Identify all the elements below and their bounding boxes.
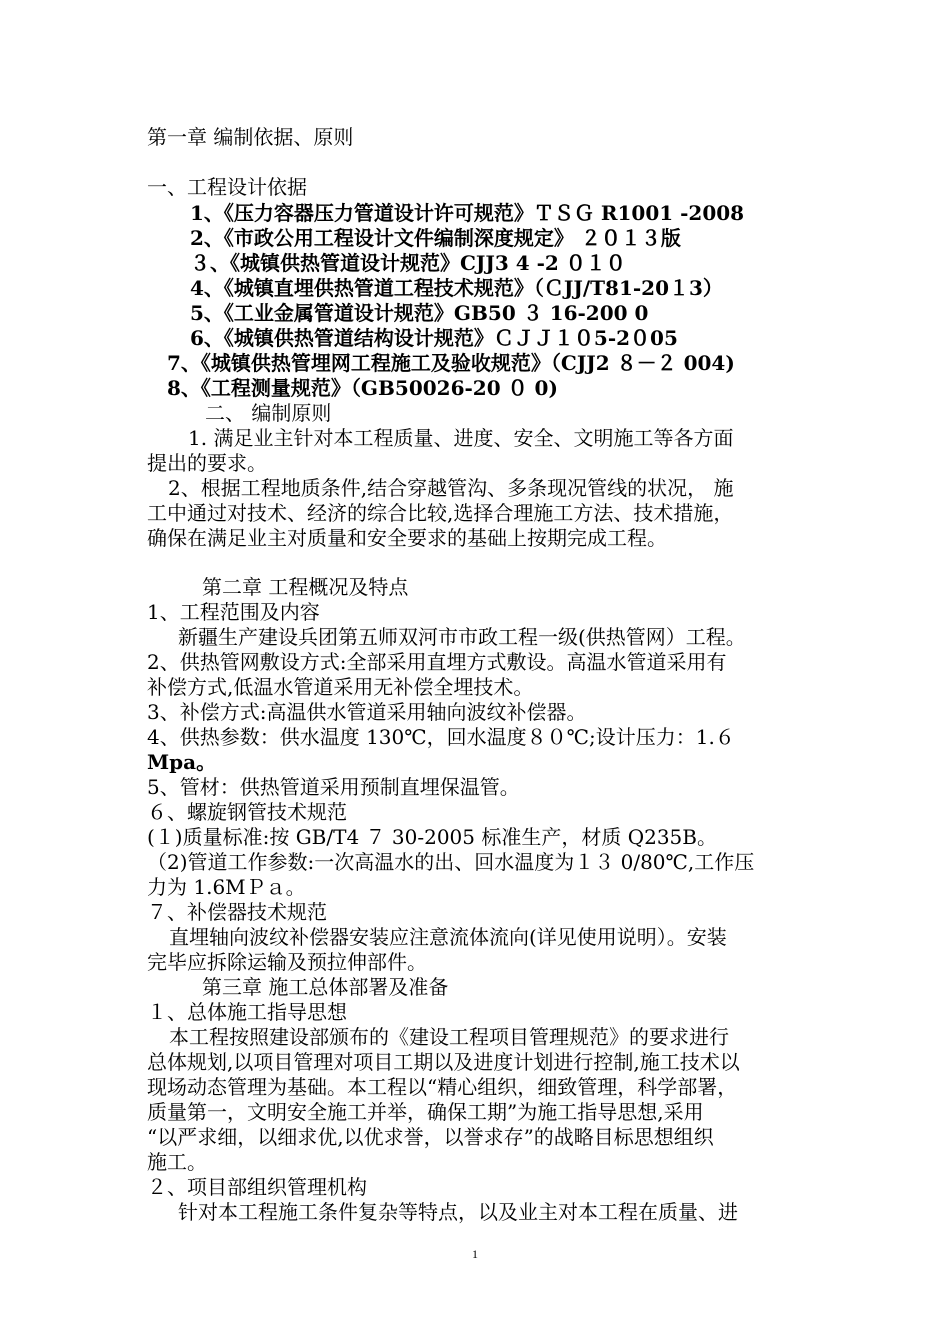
- overview-line: 1、工程范围及内容: [147, 600, 320, 624]
- section1-heading: 一、工程设计依据: [147, 175, 307, 199]
- deployment-line: １、总体施工指导思想: [147, 1000, 347, 1024]
- reference-item: 5、《工业金属管道设计规范》GB50 ３ 16-200 0: [190, 301, 649, 325]
- overview-line: 2、供热管网敷设方式:全部采用直埋方式敷设。高温水管道采用有: [147, 650, 727, 674]
- overview-line: 力为 1.6MＰａ。: [147, 875, 306, 899]
- principle-line: 提出的要求。: [147, 451, 267, 475]
- deployment-line: 质量第一，文明安全施工并举，确保工期”为施工指导思想,采用: [147, 1100, 704, 1124]
- deployment-line: 本工程按照建设部颁布的《建设工程项目管理规范》的要求进行: [169, 1025, 729, 1049]
- overview-line: ６、螺旋钢管技术规范: [147, 800, 347, 824]
- deployment-line: 施工。: [147, 1150, 207, 1174]
- reference-item: 8、《工程测量规范》（GB50026-20 ０ 0): [167, 376, 558, 400]
- principle-line: 1. 满足业主针对本工程质量、进度、安全、文明施工等各方面: [188, 426, 734, 450]
- overview-line: 直埋轴向波纹补偿器安装应注意流体流向(详见使用说明）。安装: [169, 925, 727, 949]
- overview-line: Mpa。: [147, 750, 217, 774]
- chapter3-title: 第三章 施工总体部署及准备: [202, 975, 449, 999]
- reference-item: 2、《市政公用工程设计文件编制深度规定》 ２０１３版: [190, 226, 681, 250]
- overview-line: 补偿方式,低温水管道采用无补偿全埋技术。: [147, 675, 534, 699]
- chapter2-title: 第二章 工程概况及特点: [202, 575, 409, 599]
- overview-line: 完毕应拆除运输及预拉伸部件。: [147, 950, 427, 974]
- section2-heading: 二、 编制原则: [205, 401, 332, 425]
- overview-line: (１)质量标准:按 GB/T4 ７ 30-2005 标准生产，材质 Q235B。: [147, 825, 717, 849]
- deployment-line: “以严求细，以细求优,以优求誉，以誉求存”的战略目标思想组织: [147, 1125, 714, 1149]
- reference-item: 4、《城镇直埋供热管道工程技术规范》（ＣJJ/T81-20１3）: [190, 276, 723, 300]
- overview-line: 3、补偿方式:高温供水管道采用轴向波纹补偿器。: [147, 700, 587, 724]
- deployment-line: 针对本工程施工条件复杂等特点，以及业主对本工程在质量、进: [178, 1200, 738, 1224]
- principle-line: 工中通过对技术、经济的综合比较,选择合理施工方法、技术措施，: [147, 501, 734, 525]
- reference-item: 7、《城镇供热管埋网工程施工及验收规范》（CJJ2 ８－２ 004): [167, 351, 735, 375]
- deployment-line: 现场动态管理为基础。本工程以“精心组织，细致管理，科学部署，: [147, 1075, 738, 1099]
- principle-line: 2、根据工程地质条件,结合穿越管沟、多条现况管线的状况， 施: [168, 476, 734, 500]
- principle-line: 确保在满足业主对质量和安全要求的基础上按期完成工程。: [147, 526, 667, 550]
- chapter1-title: 第一章 编制依据、原则: [147, 125, 354, 149]
- overview-line: 新疆生产建设兵团第五师双河市市政工程一级(供热管网）工程。: [178, 625, 746, 649]
- reference-item: ３、《城镇供热管道设计规范》CJJ3 4 -2 ０１０: [190, 251, 626, 275]
- page-number: 1: [472, 1247, 478, 1261]
- reference-item: 1、《压力容器压力管道设计许可规范》ＴＳＧ R1001 -2008: [190, 201, 745, 225]
- deployment-line: 总体规划,以项目管理对项目工期以及进度计划进行控制,施工技术以: [147, 1050, 740, 1074]
- overview-line: 5、管材：供热管道采用预制直埋保温管。: [147, 775, 520, 799]
- overview-line: （2)管道工作参数:一次高温水的出、回水温度为１３ 0/80℃,工作压: [147, 850, 755, 874]
- deployment-line: ２、项目部组织管理机构: [147, 1175, 367, 1199]
- overview-line: 4、供热参数：供水温度 130℃，回水温度８０℃;设计压力：1.６: [147, 725, 735, 749]
- overview-line: ７、补偿器技术规范: [147, 900, 327, 924]
- reference-item: 6、《城镇供热管道结构设计规范》ＣＪＪ１０5-2０05: [190, 326, 678, 350]
